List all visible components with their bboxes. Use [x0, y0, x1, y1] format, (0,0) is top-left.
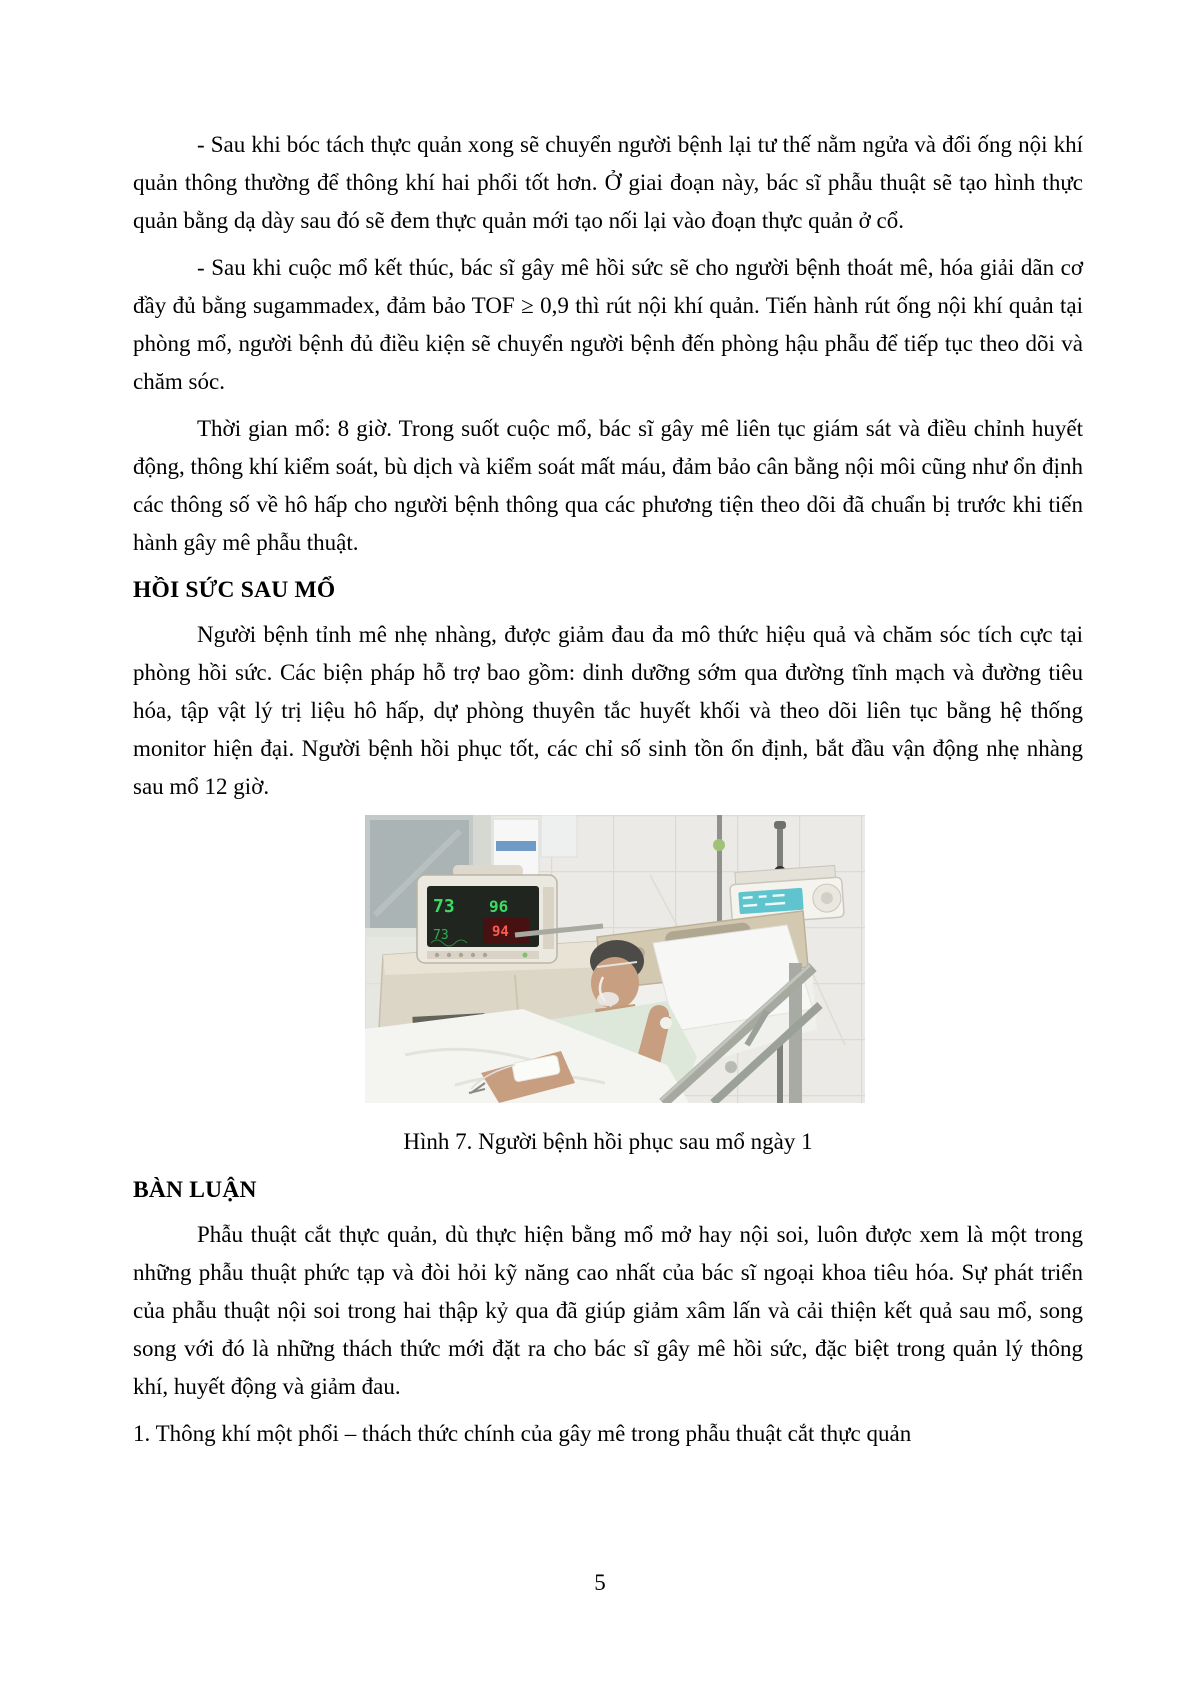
section-heading-ban-luan: BÀN LUẬN	[133, 1177, 257, 1203]
paragraph-1: - Sau khi bóc tách thực quản xong sẽ chuyển người bệnh lại tư thế nằm ngửa và đổi ống nội khí quản thông thường để thông khí hai phổi tốt hơn. Ở giai đoạn này, bác sĩ phẫu thuật sẽ tạo hình thực quản bằng dạ dày sau đó sẽ đem thực quản mới tạo nối lại vào đoạn thực quản ở cổ.	[133, 132, 1083, 233]
paragraph-2: - Sau khi cuộc mổ kết thúc, bác sĩ gây mê hồi sức sẽ cho người bệnh thoát mê, hóa giải dãn cơ đầy đủ bằng sugammadex, đảm bảo TOF ≥ 0,9 thì rút nội khí quản. Tiến hành rút ống nội khí quản tại phòng mổ, người bệnh đủ điều kiện sẽ chuyển người bệnh đến phòng hậu phẫu để tiếp tục theo dõi và chăm sóc.	[133, 255, 1083, 394]
patient-photo	[365, 815, 865, 1103]
paragraph-5: Phẫu thuật cắt thực quản, dù thực hiện bằng mổ mở hay nội soi, luôn được xem là một trong những phẫu thuật phức tạp và đòi hỏi kỹ năng cao nhất của bác sĩ ngoại khoa tiêu hóa. Sự phát triển của phẫu thuật nội soi trong hai thập kỷ qua đã giúp giảm xâm lấn và cải thiện kết quả sau mổ, song song với đó là những thách thức mới đặt ra cho bác sĩ gây mê hồi sức, đặc biệt trong quản lý thông khí, huyết động và giảm đau.	[133, 1222, 1083, 1399]
monitor-value-spo2: 96	[489, 897, 509, 916]
monitor-screen	[427, 886, 539, 947]
monitor-value-resp: 73	[433, 928, 449, 943]
numbered-subheading-1: 1. Thông khí một phổi – thách thức chính của gây mê trong phẫu thuật cắt thực quản	[133, 1421, 912, 1446]
figure-hinh-7	[133, 815, 1083, 1161]
patient-monitor	[417, 865, 557, 963]
section-heading-hoi-suc-sau-mo: HỒI SỨC SAU MỔ	[133, 577, 336, 603]
document-content	[133, 126, 1083, 1453]
monitor-value-hr: 73	[433, 896, 455, 917]
paragraph-4: Người bệnh tỉnh mê nhẹ nhàng, được giảm đau đa mô thức hiệu quả và chăm sóc tích cực tại phòng hồi sức. Các biện pháp hỗ trợ bao gồm: dinh dưỡng sớm qua đường tĩnh mạch và đường tiêu hóa, tập vật lý trị liệu hô hấp, dự phòng thuyên tắc huyết khối và theo dõi liên tục bằng hệ thống monitor hiện đại. Người bệnh hồi phục tốt, các chỉ số sinh tồn ổn định, bắt đầu vận động nhẹ nhàng sau mổ 12 giờ.	[133, 622, 1083, 799]
patient-photo-illustration	[365, 815, 865, 1103]
paragraph-3: Thời gian mổ: 8 giờ. Trong suốt cuộc mổ, bác sĩ gây mê liên tục giám sát và điều chỉnh huyết động, thông khí kiểm soát, bù dịch và kiểm soát mất máu, đảm bảo cân bằng nội môi cũng như ổn định các thông số về hô hấp cho người bệnh thông qua các phương tiện theo dõi đã chuẩn bị trước khi tiến hành gây mê phẫu thuật.	[133, 416, 1083, 555]
monitor-value-nibp: 94	[492, 924, 509, 940]
page-number: 5	[594, 1570, 606, 1595]
figure-caption: Hình 7. Người bệnh hồi phục sau mổ ngày 1	[403, 1129, 813, 1154]
